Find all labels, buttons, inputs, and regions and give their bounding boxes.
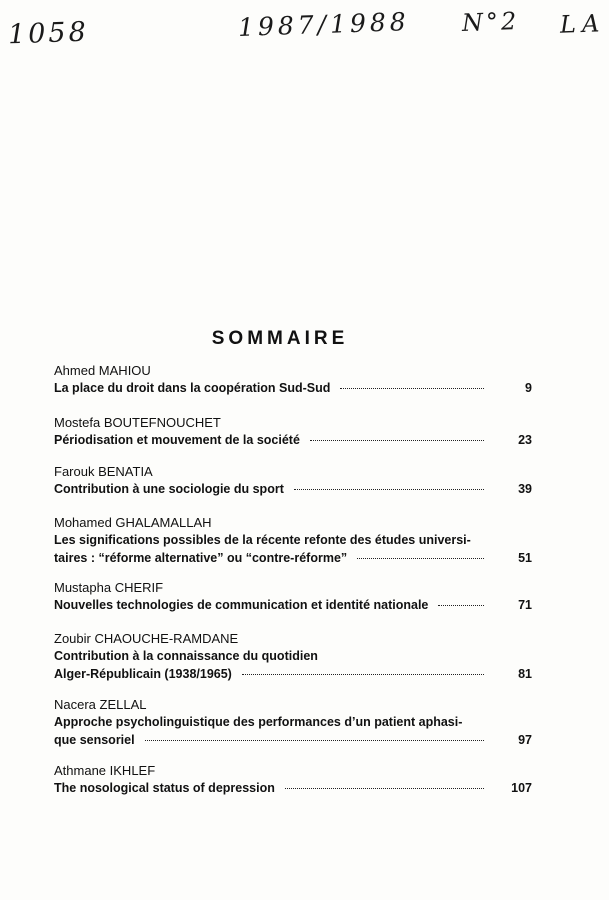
toc-title: La place du droit dans la coopération Sud-Sud: [54, 381, 331, 395]
toc-author: Ahmed MAHIOU: [54, 363, 151, 378]
toc-title-line: [54, 596, 490, 614]
toc-entry: [54, 463, 534, 498]
dot-leader: [294, 489, 484, 490]
dot-leader: [357, 558, 484, 559]
toc-entry: [54, 579, 534, 614]
toc-title-line: Contribution à la connaissance du quotidien: [54, 649, 318, 663]
toc-title-line: [54, 731, 490, 749]
toc-author: Mostefa BOUTEFNOUCHET: [54, 415, 221, 430]
toc-author: Farouk BENATIA: [54, 464, 153, 479]
toc-title-line: Approche psycholinguistique des performances d’un patient aphasi-: [54, 715, 463, 729]
toc-title-line: [54, 431, 490, 449]
toc-title: Contribution à une sociologie du sport: [54, 482, 284, 496]
toc-title-line: [54, 779, 490, 797]
toc-author: Zoubir CHAOUCHE-RAMDANE: [54, 631, 239, 646]
toc-page-number: 39: [518, 482, 532, 496]
toc-author: Nacera ZELLAL: [54, 697, 147, 712]
toc-entry: [54, 514, 534, 567]
toc-author: Athmane IKHLEF: [54, 763, 156, 778]
dot-leader: [340, 388, 484, 389]
toc-title: The nosological status of depression: [54, 781, 275, 795]
toc-title: Alger-Républicain (1938/1965): [54, 667, 232, 681]
toc-title-line: [54, 379, 490, 397]
handwritten-issue: N°2: [461, 7, 520, 37]
toc-page-number: 107: [511, 781, 532, 795]
toc-page-number: 23: [518, 433, 532, 447]
dot-leader: [242, 674, 484, 675]
toc-title: taires : “réforme alternative” ou “contre-réforme”: [54, 551, 348, 565]
handwritten-years: 1987/1988: [237, 7, 411, 42]
toc-entry: [54, 362, 534, 397]
page-title: SOMMAIRE: [211, 328, 349, 349]
toc-entry: [54, 414, 534, 449]
dot-leader: [145, 740, 484, 741]
toc-author: Mustapha CHERIF: [54, 580, 164, 595]
toc-title-line: Les significations possibles de la récente refonte des études universi-: [54, 533, 471, 547]
toc-title-line: [54, 665, 490, 683]
toc-page-number: 9: [525, 381, 532, 395]
handwritten-initials: LA: [559, 9, 606, 39]
dot-leader: [438, 605, 484, 606]
toc-page-number: 51: [518, 551, 532, 565]
handwritten-number: 1058: [7, 16, 90, 51]
toc-title-line: [54, 480, 490, 498]
toc-entry: [54, 630, 534, 683]
toc-title: Nouvelles technologies de communication et identité nationale: [54, 598, 429, 612]
toc-title-line: [54, 549, 490, 567]
toc-entry: [54, 762, 534, 797]
dot-leader: [285, 788, 484, 789]
toc-title: que sensoriel: [54, 733, 135, 747]
dot-leader: [310, 440, 484, 441]
toc-entry: [54, 696, 534, 749]
toc-page-number: 81: [518, 667, 532, 681]
toc-page-number: 97: [518, 733, 532, 747]
toc-author: Mohamed GHALAMALLAH: [54, 515, 212, 530]
toc-page-number: 71: [518, 598, 532, 612]
toc-title: Périodisation et mouvement de la société: [54, 433, 300, 447]
